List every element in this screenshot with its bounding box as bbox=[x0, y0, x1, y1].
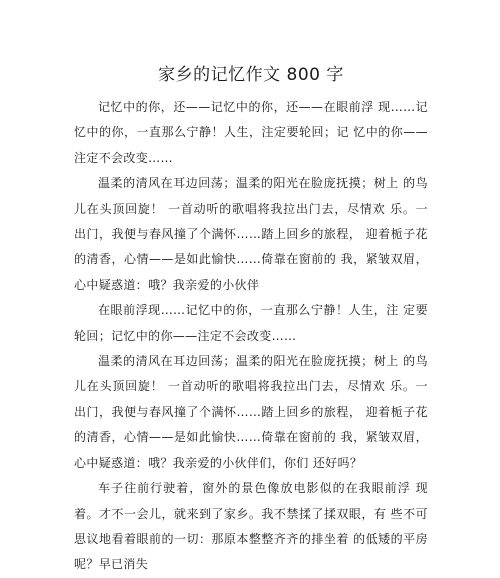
document-title: 家乡的记忆作文 800 字 bbox=[158, 65, 344, 85]
paragraph-3: 在眼前浮现……记忆中的你，一直那么宁静！人生，注 定要轮回；记忆中的你——注定不会改变…… bbox=[74, 303, 428, 343]
paragraph-1: 记忆中的你，还——记忆中的你，还——在眼前浮 现……记忆中的你，一直那么宁静！人生，注定要轮回；记 忆中的你——注定不会改变…… bbox=[74, 100, 428, 165]
document-body bbox=[74, 95, 428, 578]
paragraph-4: 温柔的清风在耳边回荡；温柔的阳光在脸庞抚摸；树上 的鸟儿在头顶回旋！ 一首动听的歌唱将我拉出门去，尽情欢 乐。一出门，我便与春风撞了个满怀……踏上回乡的旅程， 迎着栀子花的清香，心情——是如此愉快……倚靠在窗前的 我，紧皱双眉，心中疑惑道：哦？我亲爱的小伙伴们，你们 还好吗？ bbox=[74, 354, 428, 470]
paragraph-2: 温柔的清风在耳边回荡；温柔的阳光在脸庞抚摸；树上 的鸟儿在头顶回旋！ 一首动听的歌唱将我拉出门去，尽情欢 乐。一出门，我便与春风撞了个满怀……踏上回乡的旅程， 迎着栀子花的清香，心情——是如此愉快……倚靠在窗前的 我，紧皱双眉，心中疑惑道：哦？我亲爱的小伙伴 bbox=[74, 176, 428, 292]
paragraph-5: 车子往前行驶着，窗外的景色像放电影似的在我眼前浮 现着。才不一会儿，就来到了家乡。我不禁揉了揉双眼，有 些不可思议地看着眼前的一切：那原本整整齐齐的排坐着 的低矮的平房呢？早已消失 bbox=[74, 481, 428, 572]
